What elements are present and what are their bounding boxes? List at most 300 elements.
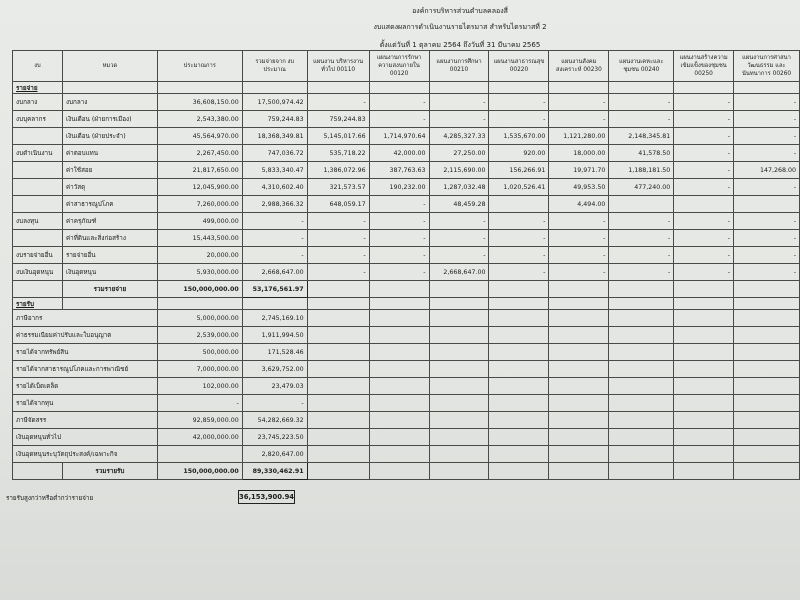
empty-cell (242, 298, 307, 310)
table-cell: - (429, 94, 489, 111)
empty-cell (307, 281, 369, 298)
table-cell: 36,608,150.00 (157, 94, 242, 111)
empty-cell (369, 327, 429, 344)
empty-cell (734, 281, 800, 298)
table-cell: - (549, 230, 609, 247)
empty-cell (369, 395, 429, 412)
empty-cell (549, 298, 609, 310)
table-cell: - (489, 213, 549, 230)
empty-cell (429, 446, 489, 463)
table-cell: - (734, 213, 800, 230)
empty-cell (489, 82, 549, 94)
table-cell: 190,232.00 (369, 179, 429, 196)
column-header: แผนงานสาธารณสุข 00220 (489, 51, 549, 82)
table-cell: - (489, 264, 549, 281)
empty-cell (489, 395, 549, 412)
empty-cell (609, 344, 674, 361)
table-cell: - (734, 128, 800, 145)
empty-cell (307, 463, 369, 480)
table-cell: 41,578.50 (609, 145, 674, 162)
empty-cell (369, 298, 429, 310)
empty-cell (489, 327, 549, 344)
table-cell: งบกลาง (13, 94, 63, 111)
revenue-label: รายได้จากทุน (13, 395, 158, 412)
table-cell: 2,115,690.00 (429, 162, 489, 179)
empty-cell (489, 344, 549, 361)
table-cell: - (307, 264, 369, 281)
revenue-row (13, 412, 800, 429)
section-label: รายจ่าย (13, 82, 63, 94)
empty-cell (609, 361, 674, 378)
table-cell: 17,500,974.42 (242, 94, 307, 111)
table-cell: งบรายจ่ายอื่น (13, 247, 63, 264)
table-cell: 747,036.72 (242, 145, 307, 162)
empty-cell (734, 412, 800, 429)
table-cell: 48,459.28 (429, 196, 489, 213)
table-cell: 20,000.00 (157, 247, 242, 264)
empty-cell (369, 378, 429, 395)
revenue-budget: 5,000,000.00 (157, 310, 242, 327)
empty-cell (734, 344, 800, 361)
table-cell: 147,268.00 (734, 162, 800, 179)
empty-cell (429, 281, 489, 298)
expense-row (13, 213, 800, 230)
empty-cell (489, 361, 549, 378)
table-cell: 2,543,380.00 (157, 111, 242, 128)
empty-cell (489, 429, 549, 446)
empty-cell (609, 82, 674, 94)
operations-table (12, 50, 800, 480)
table-cell: 5,145,017.66 (307, 128, 369, 145)
empty-cell (609, 429, 674, 446)
table-cell: 1,020,526.41 (489, 179, 549, 196)
table-cell: 5,833,340.47 (242, 162, 307, 179)
empty-cell (549, 361, 609, 378)
empty-cell (549, 82, 609, 94)
column-header: แผนงาน บริหารงานทั่วไป 00110 (307, 51, 369, 82)
expense-row (13, 264, 800, 281)
empty-cell (157, 298, 242, 310)
revenue-label: เงินอุดหนุนระบุวัตถุประสงค์/เฉพาะกิจ (13, 446, 158, 463)
empty-cell (674, 361, 734, 378)
empty-cell (369, 82, 429, 94)
empty-cell (429, 361, 489, 378)
table-cell: - (734, 145, 800, 162)
empty-cell (674, 412, 734, 429)
revenue-row (13, 310, 800, 327)
table-cell: - (674, 145, 734, 162)
empty-cell (307, 429, 369, 446)
table-cell: - (674, 213, 734, 230)
revenue-budget: 92,859,000.00 (157, 412, 242, 429)
expense-row (13, 196, 800, 213)
table-cell: - (734, 230, 800, 247)
table-cell: 477,240.00 (609, 179, 674, 196)
table-cell: - (674, 247, 734, 264)
empty-cell (307, 361, 369, 378)
table-cell: 759,244.83 (307, 111, 369, 128)
table-cell: ค่าครุภัณฑ์ (62, 213, 157, 230)
expense-row (13, 111, 800, 128)
table-cell: - (307, 94, 369, 111)
column-header: แผนงานการรักษา ความสงบภายใน 00120 (369, 51, 429, 82)
revenue-row (13, 378, 800, 395)
empty-cell (429, 310, 489, 327)
empty-cell (429, 82, 489, 94)
empty-cell (242, 82, 307, 94)
empty-cell (674, 429, 734, 446)
table-cell: 2,668,647.00 (429, 264, 489, 281)
table-cell: 648,059.17 (307, 196, 369, 213)
revenue-actual: 3,629,752.00 (242, 361, 307, 378)
table-cell: 4,494.00 (549, 196, 609, 213)
total-label: รวมรายรับ (62, 463, 157, 480)
revenue-label: ค่าธรรมเนียมค่าปรับและใบอนุญาต (13, 327, 158, 344)
revenue-row (13, 327, 800, 344)
table-cell (13, 128, 63, 145)
empty-cell (62, 298, 157, 310)
table-cell: 321,573.57 (307, 179, 369, 196)
table-body (13, 82, 800, 480)
table-cell: 18,000.00 (549, 145, 609, 162)
expense-row (13, 145, 800, 162)
empty-cell (307, 327, 369, 344)
table-cell: - (242, 247, 307, 264)
total-budget: 150,000,000.00 (157, 281, 242, 298)
table-cell: - (242, 230, 307, 247)
table-cell: - (734, 264, 800, 281)
table-cell: - (674, 162, 734, 179)
empty-cell (489, 298, 549, 310)
table-cell: - (609, 264, 674, 281)
table-cell: - (242, 213, 307, 230)
empty-cell (674, 327, 734, 344)
table-cell: 49,953.50 (549, 179, 609, 196)
empty-cell (609, 446, 674, 463)
table-cell (13, 162, 63, 179)
section-row (13, 298, 800, 310)
column-header: งบ (13, 51, 63, 82)
empty-cell (674, 446, 734, 463)
empty-cell (307, 310, 369, 327)
empty-cell (609, 378, 674, 395)
table-cell: - (674, 179, 734, 196)
table-cell: 19,971.70 (549, 162, 609, 179)
empty-cell (489, 412, 549, 429)
empty-cell (549, 310, 609, 327)
empty-cell (62, 82, 157, 94)
table-cell: - (489, 111, 549, 128)
table-cell: เงินเดือน (ฝ่ายประจำ) (62, 128, 157, 145)
empty-cell (674, 463, 734, 480)
empty-cell (369, 463, 429, 480)
empty-cell (429, 412, 489, 429)
empty-cell (307, 82, 369, 94)
table-cell (674, 196, 734, 213)
table-cell: งบบุคลากร (13, 111, 63, 128)
table-cell: - (369, 196, 429, 213)
table-cell: 1,287,032.48 (429, 179, 489, 196)
table-cell: รายจ่ายอื่น (62, 247, 157, 264)
empty-cell (734, 310, 800, 327)
expense-row (13, 128, 800, 145)
table-cell: 2,148,345.81 (609, 128, 674, 145)
empty-cell (307, 298, 369, 310)
empty-cell (609, 281, 674, 298)
revenue-budget: 42,000,000.00 (157, 429, 242, 446)
revenue-actual: 1,911,994.50 (242, 327, 307, 344)
table-cell: - (734, 94, 800, 111)
table-cell: - (674, 264, 734, 281)
table-cell: 1,386,072.96 (307, 162, 369, 179)
table-cell: - (674, 94, 734, 111)
total-actual: 53,176,561.97 (242, 281, 307, 298)
column-header: แผนงานสังคม สงเคราะห์ 00230 (549, 51, 609, 82)
column-header: รวมจ่ายจาก งบประมาณ (242, 51, 307, 82)
empty-cell (609, 395, 674, 412)
empty-cell (674, 378, 734, 395)
empty-cell (549, 378, 609, 395)
total-actual: 89,330,462.91 (242, 463, 307, 480)
table-cell: - (549, 213, 609, 230)
empty-cell (549, 463, 609, 480)
total-budget: 150,000,000.00 (157, 463, 242, 480)
column-header: แผนงานการศึกษา 00210 (429, 51, 489, 82)
table-cell: - (307, 247, 369, 264)
table-cell: งบเงินอุดหนุน (13, 264, 63, 281)
table-cell: - (369, 111, 429, 128)
table-cell: 156,266.91 (489, 162, 549, 179)
empty-cell (674, 82, 734, 94)
expense-row (13, 247, 800, 264)
table-cell: 535,718.22 (307, 145, 369, 162)
revenue-row (13, 429, 800, 446)
expense-row (13, 162, 800, 179)
table-cell: 387,763.63 (369, 162, 429, 179)
expense-row (13, 179, 800, 196)
empty-cell (369, 361, 429, 378)
table-cell (13, 196, 63, 213)
table-cell: 45,564,970.00 (157, 128, 242, 145)
empty-cell (674, 298, 734, 310)
total-label: รวมรายจ่าย (62, 281, 157, 298)
table-cell: - (369, 94, 429, 111)
table-cell: 5,930,000.00 (157, 264, 242, 281)
revenue-budget: - (157, 395, 242, 412)
empty-cell (369, 412, 429, 429)
table-cell: - (307, 230, 369, 247)
table-cell: - (609, 111, 674, 128)
empty-cell (674, 310, 734, 327)
table-cell: ค่าใช้สอย (62, 162, 157, 179)
empty-cell (549, 281, 609, 298)
table-cell: 42,000.00 (369, 145, 429, 162)
table-cell: 4,285,327.33 (429, 128, 489, 145)
empty-cell (489, 378, 549, 395)
empty-cell (369, 344, 429, 361)
table-cell: - (549, 94, 609, 111)
revenue-row (13, 344, 800, 361)
table-cell (609, 196, 674, 213)
empty-cell (369, 310, 429, 327)
table-cell: ค่าวัสดุ (62, 179, 157, 196)
empty-cell (609, 327, 674, 344)
revenue-budget: 7,000,000.00 (157, 361, 242, 378)
table-cell: - (734, 247, 800, 264)
balance-value: 36,153,900.94 (238, 490, 295, 504)
table-cell: 1,535,670.00 (489, 128, 549, 145)
table-cell: 2,988,366.32 (242, 196, 307, 213)
revenue-actual: 171,528.46 (242, 344, 307, 361)
empty-cell (13, 463, 63, 480)
revenue-actual: - (242, 395, 307, 412)
empty-cell (13, 281, 63, 298)
empty-cell (307, 378, 369, 395)
empty-cell (429, 429, 489, 446)
table-cell: - (369, 264, 429, 281)
table-cell: - (369, 230, 429, 247)
empty-cell (609, 310, 674, 327)
table-cell: - (674, 230, 734, 247)
table-cell: - (609, 247, 674, 264)
table-cell: 1,121,280.00 (549, 128, 609, 145)
empty-cell (734, 327, 800, 344)
table-cell: - (489, 247, 549, 264)
empty-cell (489, 463, 549, 480)
revenue-actual: 23,479.03 (242, 378, 307, 395)
revenue-budget: 2,539,000.00 (157, 327, 242, 344)
expense-row (13, 230, 800, 247)
empty-cell (609, 298, 674, 310)
org-name: องค์การบริหารส่วนตำบลคลองสี่ (412, 7, 508, 15)
empty-cell (674, 281, 734, 298)
table-cell: - (609, 213, 674, 230)
table-cell: - (429, 230, 489, 247)
column-header: แผนงานสร้างความ เข้มแข็งของชุมชน 00250 (674, 51, 734, 82)
column-header: แผนงานเคหะและ ชุมชน 00240 (609, 51, 674, 82)
table-cell: 27,250.00 (429, 145, 489, 162)
empty-cell (489, 281, 549, 298)
revenue-label: ภาษีอากร (13, 310, 158, 327)
table-cell: งบดำเนินงาน (13, 145, 63, 162)
table-cell: เงินอุดหนุน (62, 264, 157, 281)
table-cell: งบกลาง (62, 94, 157, 111)
table-cell: ค่าที่ดินและสิ่งก่อสร้าง (62, 230, 157, 247)
empty-cell (429, 327, 489, 344)
column-header: แผนงานการศาสนา วัฒนธรรม และ นันทนาการ 00260 (734, 51, 800, 82)
table-cell: - (549, 264, 609, 281)
table-cell: - (734, 111, 800, 128)
revenue-row (13, 361, 800, 378)
empty-cell (674, 344, 734, 361)
table-cell (734, 196, 800, 213)
revenue-actual: 54,282,669.32 (242, 412, 307, 429)
table-cell: 18,368,349.81 (242, 128, 307, 145)
column-header: ประมาณการ (157, 51, 242, 82)
table-cell: 920.00 (489, 145, 549, 162)
table-cell: 499,000.00 (157, 213, 242, 230)
table-cell: 7,260,000.00 (157, 196, 242, 213)
empty-cell (429, 298, 489, 310)
table-cell: 12,045,900.00 (157, 179, 242, 196)
table-cell: - (369, 213, 429, 230)
table-cell: 759,244.83 (242, 111, 307, 128)
empty-cell (549, 429, 609, 446)
table-cell: งบลงทุน (13, 213, 63, 230)
revenue-budget: 500,000.00 (157, 344, 242, 361)
empty-cell (429, 395, 489, 412)
empty-cell (734, 446, 800, 463)
table-cell: เงินเดือน (ฝ่ายการเมือง) (62, 111, 157, 128)
table-cell: ค่าตอบแทน (62, 145, 157, 162)
revenue-actual: 23,745,223.50 (242, 429, 307, 446)
empty-cell (307, 395, 369, 412)
revenue-actual: 2,820,647.00 (242, 446, 307, 463)
empty-cell (429, 344, 489, 361)
revenue-total-row (13, 463, 800, 480)
empty-cell (734, 395, 800, 412)
empty-cell (609, 463, 674, 480)
report-period: ตั้งแต่วันที่ 1 ตุลาคม 2564 ถึงวันที่ 31 มีนาคม 2565 (379, 41, 541, 49)
revenue-label: ภาษีจัดสรร (13, 412, 158, 429)
balance-label: รายรับสูงกว่าหรือต่ำกว่ารายจ่าย (6, 495, 94, 502)
revenue-row (13, 446, 800, 463)
table-cell: - (429, 247, 489, 264)
revenue-budget: 102,000.00 (157, 378, 242, 395)
empty-cell (734, 361, 800, 378)
table-cell: - (307, 213, 369, 230)
expense-row (13, 94, 800, 111)
section-label: รายรับ (13, 298, 63, 310)
empty-cell (369, 429, 429, 446)
column-header: หมวด (62, 51, 157, 82)
empty-cell (549, 446, 609, 463)
empty-cell (609, 412, 674, 429)
empty-cell (549, 344, 609, 361)
table-cell: 2,267,450.00 (157, 145, 242, 162)
table-cell: - (429, 111, 489, 128)
empty-cell (489, 310, 549, 327)
empty-cell (734, 378, 800, 395)
column-header-row (13, 51, 800, 82)
empty-cell (734, 429, 800, 446)
table-cell: 21,817,650.00 (157, 162, 242, 179)
table-cell (489, 196, 549, 213)
empty-cell (489, 446, 549, 463)
empty-cell (307, 446, 369, 463)
empty-cell (429, 378, 489, 395)
table-cell: - (489, 94, 549, 111)
section-row (13, 82, 800, 94)
empty-cell (734, 463, 800, 480)
empty-cell (549, 327, 609, 344)
empty-cell (549, 395, 609, 412)
table-cell: 2,668,647.00 (242, 264, 307, 281)
table-cell: - (674, 128, 734, 145)
report-title: งบแสดงผลการดำเนินงานรายไตรมาส สำหรับไตรมาสที่ 2 (373, 23, 547, 31)
revenue-label: รายได้จากทรัพย์สิน (13, 344, 158, 361)
revenue-label: เงินอุดหนุนทั่วไป (13, 429, 158, 446)
table-cell: 1,714,970.64 (369, 128, 429, 145)
table-cell: - (609, 230, 674, 247)
table-cell: - (549, 247, 609, 264)
empty-cell (549, 412, 609, 429)
table-cell: - (609, 94, 674, 111)
empty-cell (307, 412, 369, 429)
revenue-label: รายได้เบ็ดเตล็ด (13, 378, 158, 395)
empty-cell (157, 82, 242, 94)
revenue-budget (157, 446, 242, 463)
